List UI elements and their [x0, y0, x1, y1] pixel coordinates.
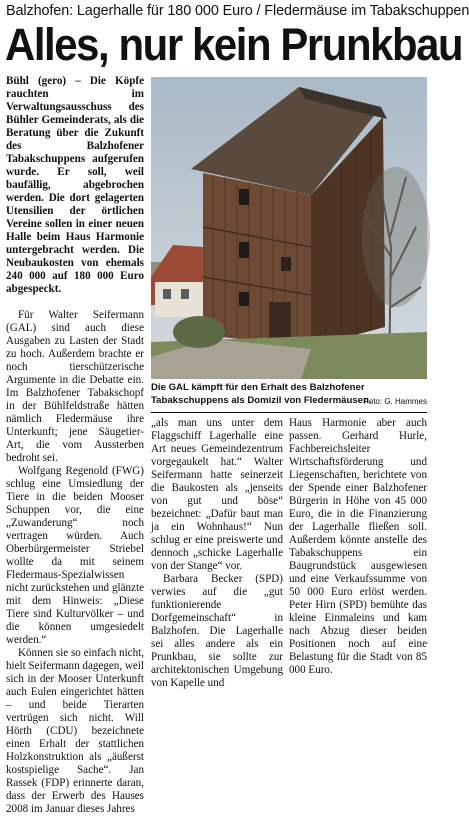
headline: Alles, nur kein Prunkbau: [5, 19, 463, 70]
body-paragraph: „als man uns unter dem Flaggschiff Lagerhalle eine Art neues Gemeindezentrum vorgegaukelt hat.“ Walter Seifermann hatte seinerzeit die Baukosten als „jenseits von gut und böse“ bezeichnet: „Dafür baut man ja ein Wohnhaus!“ Nun schlug er eine preiswerte und dennoch „schicke Lagerhalle von der Stange“ vor.: [151, 417, 283, 572]
body-paragraph: Können sie so einfach nicht, hielt Seifermann dagegen, weil sich in der Mooser Unterkunft auch Eulen eingerichtet hätten – und beide Tierarten vertrügen sich nicht. Will Hörth (CDU) bezeichnete einen Erhalt der stattlichen Holzkonstruktion als „äußerst kostspielige Sache“. Jan Rassek (FDP) erinnerte daran, dass der Erwerb des Hauses 2008 im Januar dieses Jahres: [6, 647, 145, 815]
divider: [151, 412, 427, 413]
caption-text: Die GAL kämpft für den Erhalt des Balzhofener Tabakschuppens als Domizil von Fledermäusen.: [151, 382, 372, 406]
body-paragraph: Haus Harmonie aber auch passen. Gerhard Hurle, Fachbereichsleiter Wirtschaftsförderung und Liegenschaften, berichtete von der Spende einer Balzhofener Bürgerin in Höhe von 45 000 Euro, die in die Finanzierung der Lagerhalle fließen soll. Außerdem könnte anstelle des Tabakschuppens ein Baugrundstück ausgewiesen und eine Verkaufssumme von 50 000 Euro erlöst werden. Peter Hirn (SPD) bemühte das kleine Einmaleins und kam nach Abzug dieser beiden Positionen noch auf eine Belastung für die Stadt von 85 000 Euro.: [289, 417, 427, 676]
body-paragraph: Für Walter Seifermann (GAL) sind auch diese Ausgaben zu Lasten der Stadt zu hoch. Außerdem brachte er noch tierschützerische Argumente in die Debatte ein. Im Balzhofener Tabakschopf in der Bühlfeldstraße hätten nämlich Fledermäuse ihre Unterkunft; jene Säugetier-Art, die vom Aussterben bedroht sei.: [6, 309, 144, 464]
column-2: [151, 417, 283, 689]
tobacco-barn-photo: [151, 77, 427, 379]
photo-caption: [151, 381, 427, 409]
body-paragraph: Wolfgang Regenold (FWG) schlug eine Umsiedlung der Tiere in die beiden Mooser Schuppen vor, die eine „Zuwanderung“ noch vertragen würden. Auch Oberbürgermeister Striebel wollte da mit seinem Fledermaus-Spezialwissen nicht zurückstehen und glänzte mit dem Hinweis: „Diese Tiere sind Kulturvölker – und die können umgesiedelt werden.“: [6, 465, 144, 646]
photo-credit: Foto: G. Hammes: [363, 397, 427, 406]
kicker: Balzhofen: Lagerhalle für 180 000 Euro / Fledermäuse im Tabakschuppen: [6, 3, 469, 19]
lead-paragraph: Bühl (gero) – Die Köpfe rauchten im Verwaltungsausschuss des Bühler Gemeinderats, als die Beratung über die Zukunft des Balzhofener Tabakschuppens aufgerufen wurde. Er soll, weil baufällig, abgebrochen werden. Die dort gelagerten Utensilien der örtlichen Vereine sollen in einer neuen Halle beim Haus Harmonie untergebracht werden. Die Neubaukosten von ehemals 240 000 auf 180 000 Euro abgespeckt.: [6, 75, 144, 295]
column-3: [289, 417, 427, 676]
body-paragraph: Barbara Becker (SPD) verwies auf die „gut funktionierende Dorfgemeinschaft“ in Balzhofen. Die Lagerhalle sei alles andere als ein Prunkbau, sie sollte zur architektonischen Umgebung von Kapelle und: [151, 573, 283, 689]
column-1: [6, 75, 145, 815]
